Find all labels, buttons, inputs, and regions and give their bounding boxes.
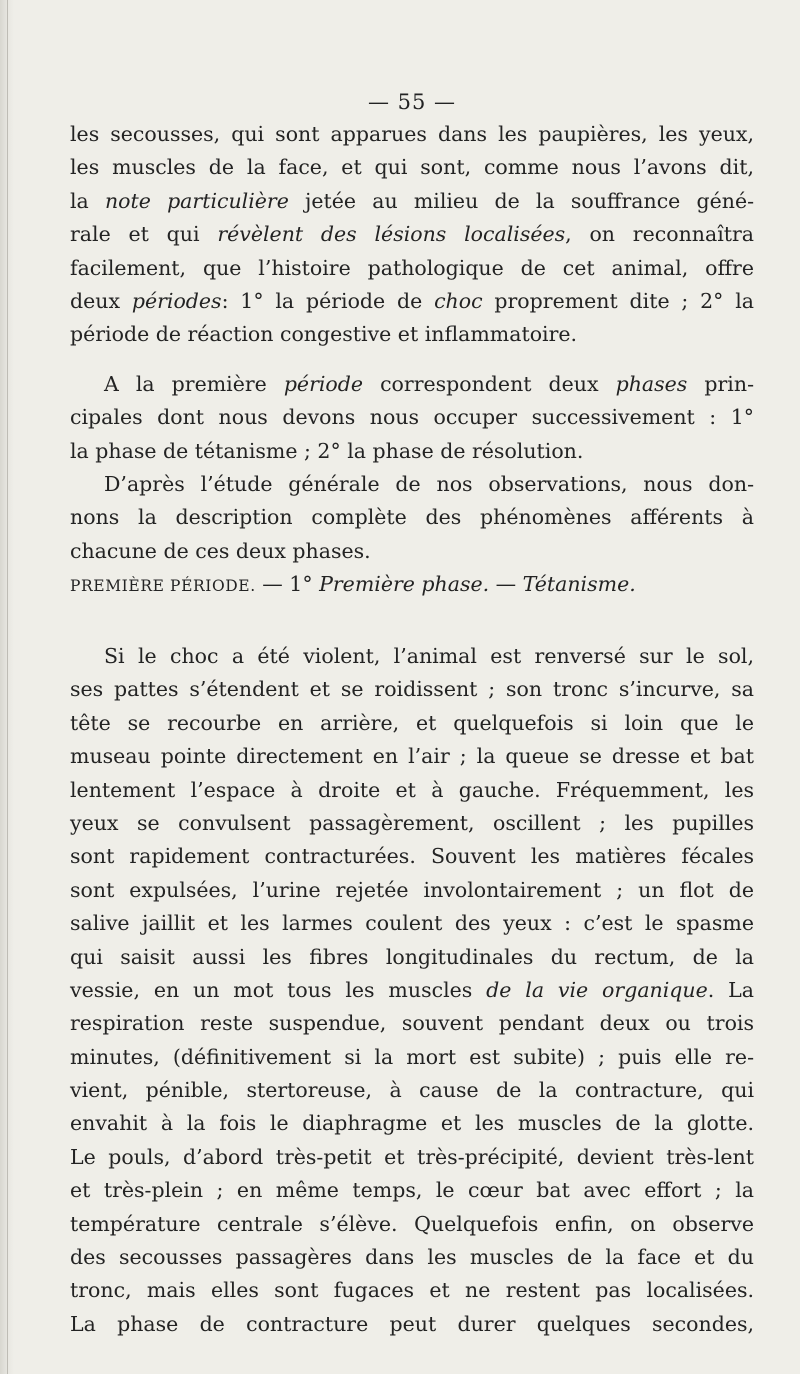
text-line: la phase de tétanisme ; 2° la phase de résolution. (70, 438, 584, 463)
text-line: nons la description complète des phénomènes afférents à (70, 505, 754, 530)
text-line: salive jaillit et les larmes coulent des yeux : c’est le spasme (70, 911, 754, 936)
text-line: yeux se convulsent passagèrement, oscillent ; les pupilles (70, 810, 754, 835)
section-heading: PREMIÈRE PÉRIODE. — 1° Première phase. — Tétanisme. (70, 572, 636, 596)
text-line: des secousses passagères dans les muscles de la face et du (70, 1245, 754, 1270)
italic-phrase: révèlent des lésions localisées (217, 222, 566, 247)
text-line: chacune de ces deux phases. (70, 538, 371, 563)
page-number: — 55 — (367, 90, 457, 114)
italic-phrase: note particulière (104, 188, 289, 213)
text-line: vient, pénible, stertoreuse, à cause de la contracture, qui (70, 1078, 754, 1103)
paragraph-continuation (70, 118, 754, 352)
text-line: rale et qui révèlent des lésions localisées, on reconnaîtra (70, 222, 755, 247)
text-line: facilement, que l’histoire pathologique de cet animal, offre (70, 255, 754, 280)
text-line: Si le choc a été violent, l’animal est renversé sur le sol, (104, 644, 754, 668)
text-line: sont expulsées, l’urine rejetée involontairement ; un flot de (70, 877, 754, 902)
text-line: museau pointe directement en l’air ; la queue se dresse et bat (70, 744, 754, 769)
text-line: sont rapidement contracturées. Souvent les matières fécales (70, 844, 754, 869)
text-line: cipales dont nous devons nous occuper successivement : 1° (70, 405, 754, 430)
page-binding-line (7, 0, 8, 1374)
text-line: vessie, en un mot tous les muscles de la vie organique. La (70, 977, 754, 1002)
paragraph-periods (70, 368, 754, 468)
italic-phrase: de la vie organique (486, 977, 708, 1002)
text-line: et très-plein ; en même temps, le cœur bat avec effort ; la (70, 1178, 754, 1203)
italic-phrase: périodes (131, 288, 222, 313)
text-line: température centrale s’élève. Quelquefois enfin, on observe (70, 1211, 754, 1236)
italic-phrase: période (283, 372, 364, 396)
text-line: ses pattes s’étendent et se roidissent ; son tronc s’incurve, sa (70, 677, 754, 702)
text-line: D’après l’étude générale de nos observations, nous don- (104, 472, 754, 496)
heading-phase: Première phase. (319, 572, 490, 596)
text-line: période de réaction congestive et inflammatoire. (70, 322, 578, 347)
italic-phrase: choc (434, 288, 483, 313)
text-line: deux périodes: 1° la période de choc proprement dite ; 2° la (70, 288, 754, 313)
heading-period: PREMIÈRE PÉRIODE. (70, 577, 256, 595)
text-line: lentement l’espace à droite et à gauche. Fréquemment, les (70, 777, 754, 802)
text-line: minutes, (définitivement si la mort est subite) ; puis elle re- (70, 1044, 754, 1069)
paragraph-observations (70, 468, 754, 568)
text-line: respiration reste suspendue, souvent pendant deux ou trois (70, 1011, 754, 1036)
italic-phrase: phases (615, 372, 688, 396)
text-line: tronc, mais elles sont fugaces et ne restent pas localisées. (70, 1278, 754, 1303)
text-line: La phase de contracture peut durer quelques secondes, (70, 1311, 754, 1336)
paragraph-tetanism (70, 640, 754, 1341)
text-line: tête se recourbe en arrière, et quelquefois si loin que le (70, 710, 754, 735)
heading-title: Tétanisme. (522, 572, 636, 596)
text-line: A la première période correspondent deux phases prin- (104, 372, 754, 396)
text-line: qui saisit aussi les fibres longitudinales du rectum, de la (70, 944, 754, 969)
text-line: envahit à la fois le diaphragme et les muscles de la glotte. (70, 1111, 754, 1136)
text-line: les muscles de la face, et qui sont, comme nous l’avons dit, (70, 155, 754, 180)
text-line: la note particulière jetée au milieu de la souffrance géné- (70, 188, 755, 213)
text-line: Le pouls, d’abord très-petit et très-précipité, devient très-lent (70, 1144, 754, 1169)
text-line: les secousses, qui sont apparues dans les paupières, les yeux, (70, 122, 754, 146)
